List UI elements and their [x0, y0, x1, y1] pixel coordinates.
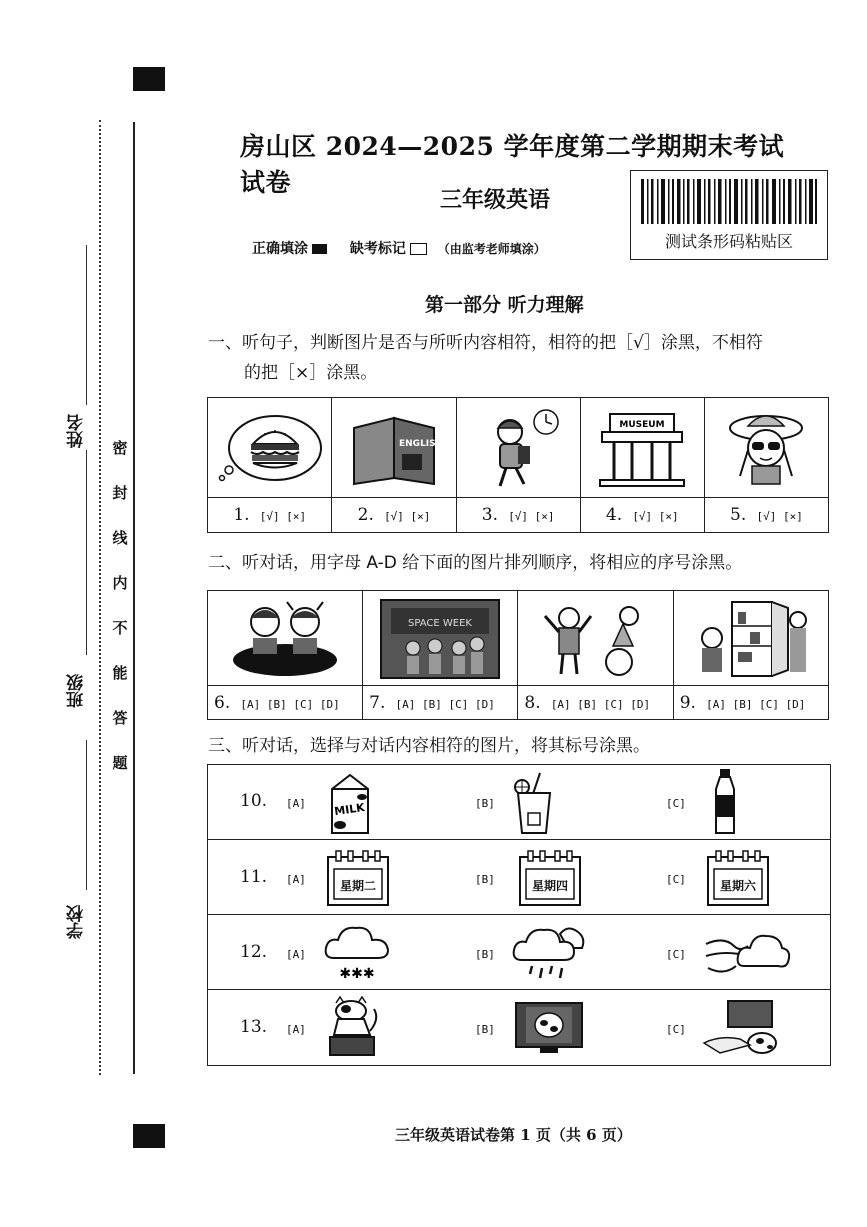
class-label: 班级 [67, 674, 87, 708]
option-a[interactable]: [A] [286, 1023, 306, 1036]
calendar-icon [706, 849, 770, 907]
answer-cell[interactable]: 7. [A] [B] [C] [D] [363, 686, 518, 720]
picture-cell [363, 591, 518, 686]
barcode-area [630, 170, 828, 260]
section1-instruction [208, 328, 833, 388]
picture-cell [673, 591, 828, 686]
question-number: 13. [240, 1017, 268, 1037]
calendar-icon [326, 849, 390, 907]
cat-in-tv-icon [514, 999, 584, 1057]
correct-fill-label: 正确填涂 [252, 241, 308, 257]
book-text: ENGLISH [399, 438, 444, 449]
question-row [208, 839, 830, 915]
order-options[interactable]: [A] [B] [C] [D] [706, 697, 806, 711]
option-c[interactable]: [C] [666, 873, 686, 886]
order-options[interactable]: [A] [B] [C] [D] [240, 697, 340, 711]
option-b[interactable]: [B] [475, 1023, 495, 1036]
check-options[interactable]: [√] [×] [384, 510, 431, 523]
question-row [208, 914, 830, 990]
svg-text:✱✱✱: ✱✱✱ [339, 966, 375, 982]
check-options[interactable]: [√] [×] [632, 510, 679, 523]
exam-subtitle: 三年级英语 [440, 187, 551, 213]
calendar-text: 星期四 [531, 879, 568, 893]
answer-cell[interactable]: 2. [√] [×] [332, 498, 456, 533]
seal-char: 密 [112, 439, 128, 457]
milk-text: MILK [333, 800, 366, 819]
answer-cell[interactable]: 1. [√] [×] [208, 498, 332, 533]
fridge-icon [688, 596, 814, 680]
school-field-line[interactable] [86, 740, 87, 890]
question-row [208, 765, 830, 840]
order-options[interactable]: [A] [B] [C] [D] [395, 697, 495, 711]
cat-under-box-icon [700, 997, 784, 1057]
filled-box-icon [312, 244, 327, 254]
calendar-text: 星期六 [719, 879, 756, 893]
absent-note: （由监考老师填涂） [437, 242, 546, 256]
museum-icon [592, 406, 692, 490]
fill-marks-legend [252, 238, 546, 258]
answer-cell[interactable]: 3. [√] [×] [456, 498, 580, 533]
absent-mark-box[interactable] [410, 243, 427, 255]
question-number: 11. [240, 867, 268, 887]
absent-mark-label: 缺考标记 [349, 241, 406, 257]
option-a[interactable]: [A] [286, 948, 306, 961]
option-c[interactable]: [C] [666, 1023, 686, 1036]
barcode-label: 测试条形码粘贴区 [664, 232, 793, 251]
section1-table [207, 397, 829, 533]
option-a[interactable]: [A] [286, 873, 306, 886]
question-number: 12. [240, 942, 268, 962]
boy-clock-icon [468, 404, 568, 492]
answer-cell[interactable]: 9. [A] [B] [C] [D] [673, 686, 828, 720]
picture-cell [208, 398, 332, 498]
school-label: 学校 [67, 905, 87, 939]
option-c[interactable]: [C] [666, 948, 686, 961]
calendar-icon [518, 849, 582, 907]
milk-carton-icon [326, 771, 374, 837]
seal-char: 答 [112, 709, 128, 727]
part1-title: 第一部分 听力理解 [425, 294, 584, 316]
section2-table [207, 590, 829, 720]
answer-cell[interactable]: 4. [√] [×] [580, 498, 704, 533]
space-week-text: SPACE WEEK [408, 618, 473, 629]
book-icon [344, 408, 444, 488]
order-options[interactable]: [A] [B] [C] [D] [550, 697, 651, 711]
section3-table [207, 764, 831, 1066]
question-number: 10. [240, 791, 268, 811]
option-a[interactable]: [A] [286, 797, 306, 810]
wind-cloud-icon [704, 926, 792, 982]
picture-cell [456, 398, 580, 498]
exam-title: 房山区 2024—2025 学年度第二学期期末考试试卷 [240, 132, 785, 197]
option-b[interactable]: [B] [475, 948, 495, 961]
registration-mark-bottom [133, 1124, 165, 1148]
answer-cell[interactable]: 5. [√] [×] [704, 498, 828, 533]
snowman-icon [533, 596, 659, 680]
girl-sunglasses-icon [716, 406, 816, 490]
juice-glass-icon [510, 769, 558, 837]
cat-on-box-icon [326, 995, 382, 1059]
seal-char: 题 [112, 754, 128, 772]
picture-cell [332, 398, 456, 498]
picture-cell [580, 398, 704, 498]
answer-cell[interactable]: 8. [A] [B] [C] [D] [518, 686, 673, 720]
seal-char: 线 [112, 529, 128, 547]
section1-instruction-line2: 的把［×］涂黑。 [244, 363, 378, 383]
hamburger-icon [215, 408, 325, 488]
name-field-line[interactable] [86, 245, 87, 405]
class-field-line[interactable] [86, 450, 87, 655]
check-options[interactable]: [√] [×] [259, 510, 307, 523]
seal-char: 不 [112, 619, 128, 637]
answer-cell[interactable]: 6. [A] [B] [C] [D] [208, 686, 363, 720]
option-b[interactable]: [B] [475, 797, 495, 810]
question-row [208, 989, 830, 1063]
option-b[interactable]: [B] [475, 873, 495, 886]
section2-instruction: 二、听对话，用字母 A-D 给下面的图片排列顺序，将相应的序号涂黑。 [208, 553, 743, 573]
snow-cloud-icon [322, 922, 392, 984]
seal-char: 能 [112, 664, 128, 682]
barcode-icon [639, 179, 819, 224]
binding-solid-line [133, 122, 135, 1074]
page-footer: 三年级英语试卷第 1 页（共 6 页） [395, 1126, 632, 1144]
check-options[interactable]: [√] [×] [508, 510, 555, 523]
picture-cell [208, 591, 363, 686]
kids-eating-icon [225, 596, 345, 680]
space-week-icon [377, 596, 503, 680]
seal-char: 封 [112, 484, 128, 502]
museum-sign-text: MUSEUM [619, 419, 665, 430]
section3-instruction: 三、听对话，选择与对话内容相符的图片，将其标号涂黑。 [208, 736, 650, 756]
rain-cloud-icon [512, 922, 586, 984]
water-bottle-icon [708, 767, 742, 837]
check-options[interactable]: [√] [×] [756, 510, 803, 523]
picture-cell [518, 591, 673, 686]
picture-cell [704, 398, 828, 498]
seal-char: 内 [112, 574, 128, 592]
option-c[interactable]: [C] [666, 797, 686, 810]
calendar-text: 星期二 [339, 879, 376, 893]
name-label: 姓名 [67, 414, 87, 448]
registration-mark-top [133, 67, 165, 91]
binding-dotted-line [99, 120, 101, 1075]
section1-instruction-line1: 一、听句子，判断图片是否与所听内容相符，相符的把［√］涂黑，不相符 [208, 333, 763, 353]
